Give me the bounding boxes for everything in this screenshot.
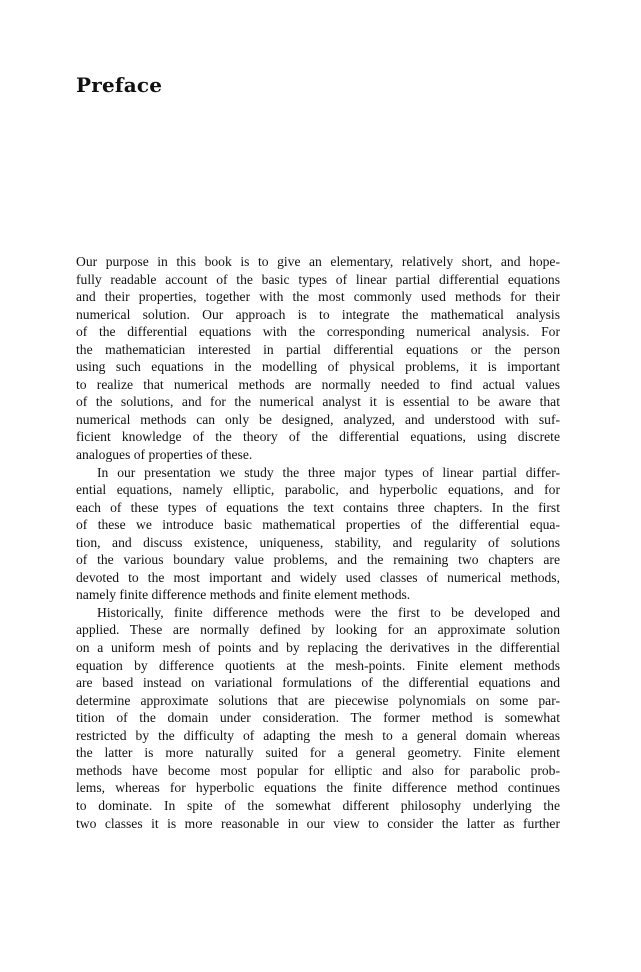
text-line: lems, whereas for hyperbolic equations the finite difference method continues bbox=[76, 780, 560, 796]
text-line: methods have become most popular for elliptic and also for parabolic prob- bbox=[76, 762, 560, 778]
text-line: on a uniform mesh of points and by replacing the derivatives in the differential bbox=[76, 640, 560, 656]
text-line: determine approximate solutions that are piecewise polynomials on some par- bbox=[76, 692, 560, 708]
text-line: In our presentation we study the three major types of linear partial differ- bbox=[97, 464, 560, 480]
text-line: the mathematician interested in partial differential equations or the person bbox=[76, 341, 560, 357]
text-line: numerical solution. Our approach is to integrate the mathematical analysis bbox=[76, 306, 560, 322]
text-line: tion, and discuss existence, uniqueness, stability, and regularity of solutions bbox=[76, 534, 560, 550]
chapter-heading: Preface bbox=[76, 73, 163, 97]
text-line: of the various boundary value problems, and the remaining two chapters are bbox=[76, 552, 560, 568]
text-line: of the solutions, and for the numerical analyst it is essential to be aware that bbox=[76, 394, 560, 410]
text-line: numerical methods can only be designed, analyzed, and understood with suf- bbox=[76, 411, 560, 427]
text-line: devoted to the most important and widely used classes of numerical methods, bbox=[76, 569, 560, 585]
text-line: applied. These are normally defined by looking for an approximate solution bbox=[76, 622, 560, 638]
text-line: of the differential equations with the corresponding numerical analysis. For bbox=[76, 324, 560, 340]
text-line: and their properties, together with the most commonly used methods for their bbox=[76, 289, 560, 305]
text-line: tition of the domain under consideration. The former method is somewhat bbox=[76, 710, 560, 726]
text-line: are based instead on variational formulations of the differential equations and bbox=[76, 675, 560, 691]
text-line: equation by difference quotients at the mesh-points. Finite element methods bbox=[76, 657, 560, 673]
text-line: two classes it is more reasonable in our view to consider the latter as further bbox=[76, 815, 560, 831]
text-line: restricted by the difficulty of adapting the mesh to a general domain whereas bbox=[76, 727, 560, 743]
text-line: Historically, finite difference methods were the first to be developed and bbox=[97, 604, 560, 620]
text-line: ficient knowledge of the theory of the differential equations, using discrete bbox=[76, 429, 560, 445]
text-line: using such equations in the modelling of physical problems, it is important bbox=[76, 359, 560, 375]
text-line: to realize that numerical methods are normally needed to find actual values bbox=[76, 376, 560, 392]
text-line: to dominate. In spite of the somewhat different philosophy underlying the bbox=[76, 797, 560, 813]
text-line: namely finite difference methods and finite element methods. bbox=[76, 587, 411, 603]
text-line: of these we introduce basic mathematical properties of the differential equa- bbox=[76, 517, 560, 533]
text-line: each of these types of equations the text contains three chapters. In the first bbox=[76, 499, 560, 515]
text-line: analogues of properties of these. bbox=[76, 447, 253, 463]
text-line: fully readable account of the basic types of linear partial differential equations bbox=[76, 271, 560, 287]
text-line: the latter is more naturally suited for a general geometry. Finite element bbox=[76, 745, 560, 761]
text-line: ential equations, namely elliptic, parabolic, and hyperbolic equations, and for bbox=[76, 482, 560, 498]
text-line: Our purpose in this book is to give an elementary, relatively short, and hope- bbox=[76, 254, 560, 269]
preface-body bbox=[76, 253, 560, 832]
